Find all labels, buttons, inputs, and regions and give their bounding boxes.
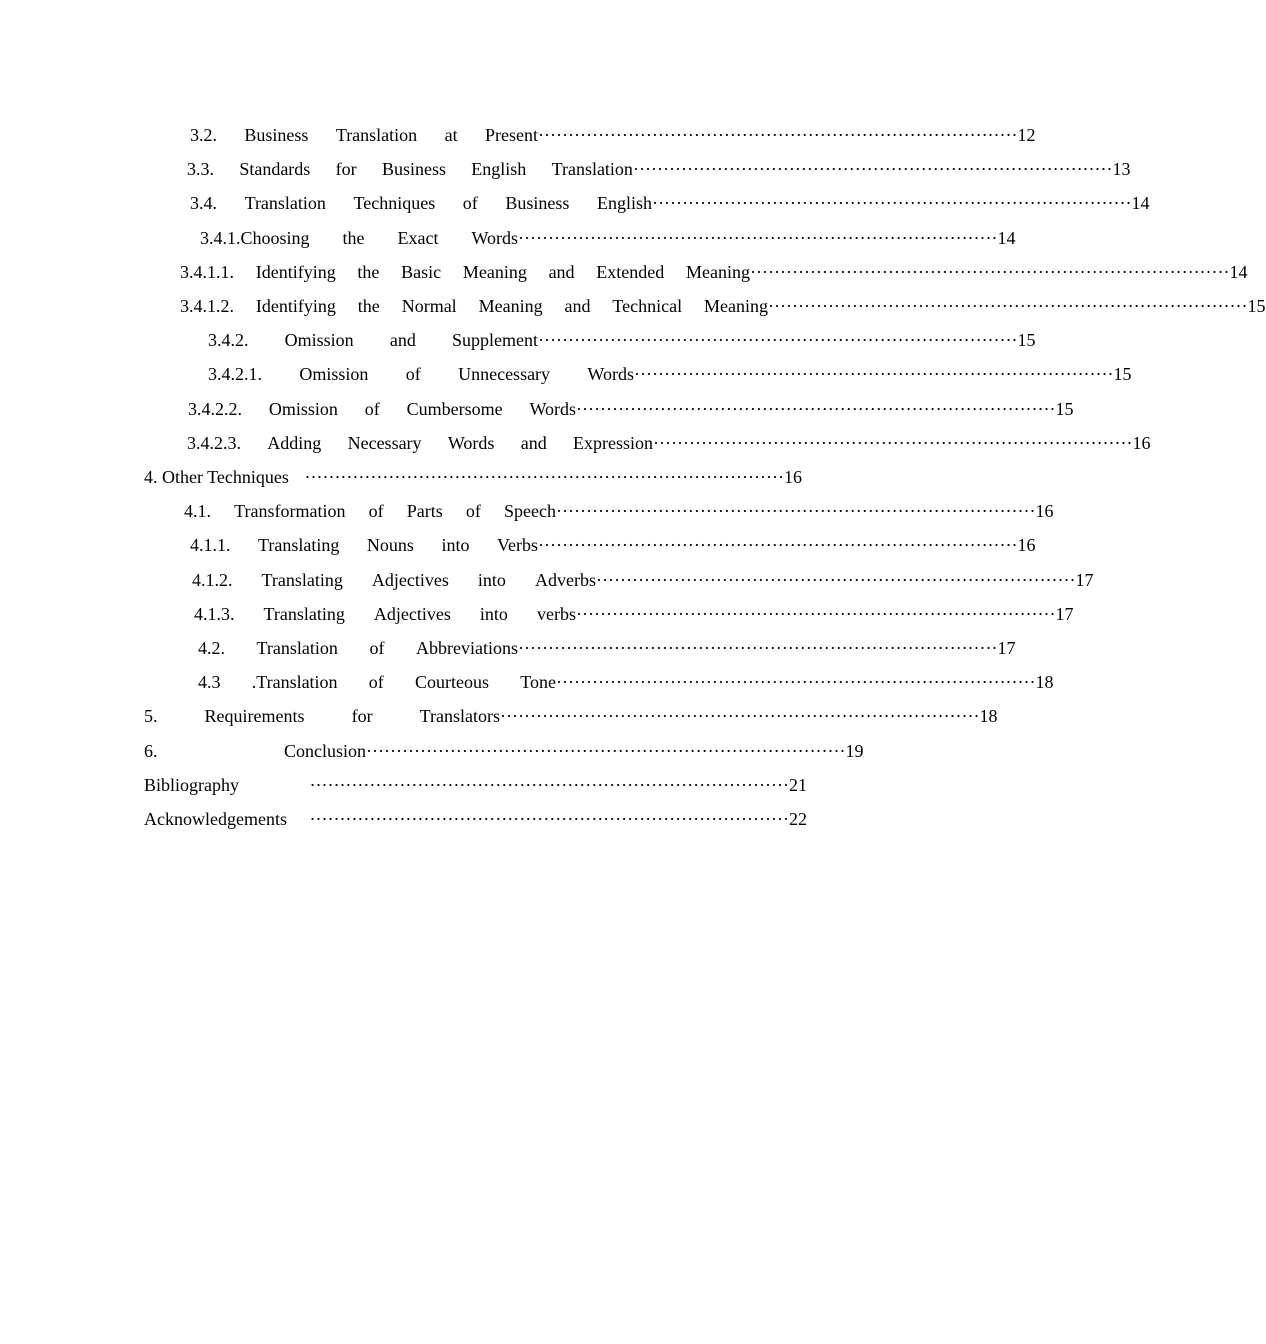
toc-entry-word: Extended	[596, 261, 665, 282]
toc-entry-word: Meaning	[685, 261, 750, 282]
toc-page-number: 16	[1017, 535, 1036, 556]
toc-leader-dots: ················································································	[750, 261, 1230, 282]
toc-entry[interactable]	[198, 665, 1054, 699]
toc-leader-dots: ················································································	[518, 227, 998, 248]
toc-entry[interactable]	[144, 768, 807, 802]
toc-entry-word: Words	[529, 398, 576, 419]
toc-leader-dots: ················································································	[653, 432, 1133, 453]
toc-entry-word: and	[564, 296, 591, 316]
toc-entry-word: 3.3.	[187, 159, 214, 180]
toc-entry-word: Omission	[284, 330, 354, 351]
toc-entry-title	[180, 255, 750, 289]
toc-entry-word: Translation	[244, 193, 326, 214]
toc-entry-word: Transformation	[234, 501, 346, 522]
toc-leader-dots: ················································································	[538, 125, 1018, 145]
toc-page-number: 15	[1247, 296, 1266, 316]
toc-entry-word: 3.2.	[190, 125, 217, 145]
toc-leader-dots: ················································································	[538, 330, 1018, 351]
toc-entry-word: English	[596, 193, 652, 214]
toc-entry-word: Basic	[401, 261, 442, 282]
toc-entry-word: Acknowledgements	[144, 809, 287, 829]
toc-entry-word: Verbs	[497, 535, 538, 556]
toc-page-number: 17	[1055, 603, 1074, 624]
toc-entry-word: Meaning	[462, 261, 527, 282]
toc-entry-word: Requirements	[204, 706, 305, 727]
toc-leader-dots: ················································································	[576, 603, 1056, 624]
toc-leader-dots: ················································································	[634, 364, 1114, 385]
toc-entry-word: Words	[587, 364, 634, 385]
toc-page-number: 14	[997, 227, 1016, 248]
toc-entry-word: 3.4.2.2.	[188, 398, 242, 419]
toc-entry-word: Translators	[419, 706, 500, 727]
toc-entry-word: and	[389, 330, 416, 351]
toc-entry-word: Translation	[551, 159, 633, 180]
toc-entry-word: 4.1.1.	[190, 535, 231, 556]
toc-entry-word: Business	[505, 193, 570, 214]
toc-page-number: 16	[784, 467, 802, 487]
toc-entry[interactable]	[190, 186, 1150, 220]
toc-leader-dots: ················································································	[576, 398, 1056, 419]
toc-entry-word: Words	[471, 227, 518, 248]
toc-entry-word: of	[364, 398, 380, 419]
toc-entry-word: into	[479, 603, 508, 624]
toc-entry-word: Normal	[401, 296, 457, 316]
toc-entry-title	[208, 357, 634, 391]
toc-entry-word: of	[465, 501, 481, 522]
toc-entry-word: Unnecessary	[458, 364, 551, 385]
toc-leader-dots: ················································································	[309, 774, 789, 795]
toc-leader-dots: ················································································	[556, 672, 1036, 693]
toc-page-number: 14	[1229, 261, 1248, 282]
toc-entry-word: Translation	[256, 638, 338, 658]
toc-entry-title	[187, 426, 653, 460]
toc-entry-word: Speech	[503, 501, 556, 522]
toc-entry[interactable]	[187, 152, 1131, 186]
toc-entry[interactable]	[144, 460, 802, 494]
toc-entry-title	[190, 528, 538, 562]
toc-entry-word: Omission	[268, 398, 338, 419]
toc-entry-word: Expression	[573, 432, 653, 453]
toc-entry-word: 5.	[144, 706, 158, 727]
toc-entry-word: Exact	[397, 227, 439, 248]
toc-entry-word: Nouns	[366, 535, 414, 556]
toc-entry-word: the	[357, 261, 380, 282]
toc-entry-title	[198, 665, 556, 699]
toc-entry-title	[187, 152, 633, 186]
toc-entry-title	[192, 563, 596, 597]
toc-entry[interactable]	[190, 528, 1036, 562]
toc-entry-title	[144, 460, 289, 494]
toc-leader-dots: ················································································	[366, 740, 846, 761]
toc-page-number: 16	[1132, 432, 1151, 453]
toc-entry-word: and	[520, 432, 547, 453]
toc-leader-dots: ················································································	[596, 569, 1076, 590]
toc-entry[interactable]	[144, 802, 807, 836]
toc-entry-word: for	[335, 159, 357, 180]
toc-page-number: 22	[789, 809, 807, 829]
toc-page-number: 15	[1113, 364, 1132, 385]
toc-entry[interactable]	[194, 597, 1074, 631]
toc-entry-word: Words	[447, 432, 495, 453]
toc-leader-dots: ················································································	[556, 501, 1036, 522]
toc-entry-word: Conclusion	[283, 740, 366, 761]
toc-entry-word: Standards	[239, 159, 311, 180]
toc-entry-title	[190, 118, 538, 152]
toc-entry[interactable]	[187, 426, 1151, 460]
toc-entry-word: Abbreviations	[415, 638, 518, 658]
toc-entry-word: for	[351, 706, 373, 727]
toc-entry-word: 4.1.2.	[192, 569, 233, 590]
toc-entry-word: the	[342, 227, 365, 248]
toc-entry-word: into	[477, 569, 506, 590]
toc-entry-word: Adverbs	[534, 569, 596, 590]
toc-entry-word: Business	[244, 125, 309, 145]
toc-entry-word: .Translation	[251, 672, 338, 693]
toc-entry[interactable]	[198, 631, 1016, 665]
toc-entry-title	[144, 699, 500, 733]
toc-page-number: 15	[1055, 398, 1074, 419]
toc-entry-word: Omission	[299, 364, 369, 385]
toc-entry-word: 4.1.3.	[194, 603, 235, 624]
toc-entry-word: Tone	[520, 672, 556, 693]
toc-entry-word: verbs	[536, 603, 576, 624]
toc-page-number: 17	[1075, 569, 1094, 590]
toc-entry-word: Present	[484, 125, 538, 145]
toc-entry[interactable]	[180, 289, 1266, 323]
toc-entry-word: 4.3	[198, 672, 221, 693]
toc-entry-word: Translation	[335, 125, 418, 145]
toc-entry-word: 4. Other Techniques	[144, 467, 289, 487]
toc-entry-word: Courteous	[415, 672, 489, 693]
toc-entry[interactable]	[200, 221, 1016, 255]
toc-entry-word: 3.4.2.	[208, 330, 249, 351]
toc-leader-dots: ················································································	[309, 809, 789, 829]
toc-entry-title	[144, 734, 366, 768]
toc-entry-word: 3.4.	[190, 193, 217, 214]
toc-page-number: 14	[1131, 193, 1150, 214]
toc-entry-word: Technical	[612, 296, 683, 316]
toc-entry-title	[208, 323, 538, 357]
toc-entry-word: of	[369, 638, 385, 658]
toc-page-number: 17	[997, 638, 1016, 658]
toc-leader-dots: ················································································	[538, 535, 1018, 556]
toc-entry-word: Adjectives	[371, 569, 449, 590]
toc-entry[interactable]	[192, 563, 1094, 597]
toc-entry-title	[198, 631, 518, 665]
toc-entry-title	[144, 768, 239, 802]
toc-entry-word: the	[357, 296, 380, 316]
toc-entry[interactable]	[208, 323, 1036, 357]
toc-entry-title	[144, 802, 287, 836]
toc-page-number: 18	[979, 706, 998, 727]
toc-entry-word: Bibliography	[144, 774, 239, 795]
toc-entry-word: Adding	[267, 432, 322, 453]
toc-page-number: 15	[1017, 330, 1036, 351]
toc-entry-word: Identifying	[255, 296, 336, 316]
toc-entry-word: 3.4.2.1.	[208, 364, 262, 385]
toc-entry-word: and	[548, 261, 575, 282]
toc-leader-dots: ················································································	[304, 467, 784, 487]
toc-entry-title	[180, 289, 768, 323]
toc-entry-word: 4.2.	[198, 638, 225, 658]
toc-leader-dots: ················································································	[518, 638, 998, 658]
toc-entry-word: Identifying	[255, 261, 336, 282]
toc-entry-title	[190, 186, 652, 220]
toc-entry-word: Translating	[261, 569, 343, 590]
toc-entry-word: 4.1.	[184, 501, 211, 522]
toc-leader-dots: ················································································	[768, 296, 1248, 316]
toc-entry-word: 3.4.1.Choosing	[200, 227, 310, 248]
toc-entry[interactable]	[188, 392, 1074, 426]
toc-entry-word: of	[462, 193, 478, 214]
toc-leader-dots: ················································································	[500, 706, 980, 727]
toc-entry-word: Techniques	[353, 193, 436, 214]
toc-page-number: 16	[1035, 501, 1054, 522]
toc-entry-word: into	[441, 535, 470, 556]
toc-entry[interactable]	[184, 494, 1054, 528]
toc-entry[interactable]	[208, 357, 1132, 391]
toc-entry-title	[188, 392, 576, 426]
toc-entry-word: 3.4.1.2.	[180, 296, 234, 316]
toc-page-number: 21	[789, 774, 807, 795]
toc-entry-word: of	[368, 672, 384, 693]
toc-entry[interactable]	[180, 255, 1248, 289]
toc-page-number: 13	[1112, 159, 1131, 180]
toc-entry-word: Necessary	[347, 432, 422, 453]
toc-entry-word: 3.4.2.3.	[187, 432, 241, 453]
toc-entry[interactable]	[190, 118, 1036, 152]
toc-leader-dots: ················································································	[652, 193, 1132, 214]
toc-entry-word: of	[368, 501, 384, 522]
toc-entry-word: Translating	[258, 535, 340, 556]
toc-entry-title	[194, 597, 576, 631]
toc-entry-title	[184, 494, 556, 528]
toc-entry-word: Parts	[406, 501, 443, 522]
toc-entry-word: Business	[381, 159, 446, 180]
toc-entry-word: 6.	[144, 740, 158, 761]
toc-entry-word: at	[444, 125, 458, 145]
toc-entry-word: of	[405, 364, 421, 385]
toc-page-number: 19	[845, 740, 864, 761]
toc-entry-word: English	[471, 159, 527, 180]
toc-entry-word: Cumbersome	[406, 398, 503, 419]
toc-entry-word: Translating	[263, 603, 345, 624]
toc-entry[interactable]	[144, 734, 864, 768]
toc-entry-word: Adjectives	[373, 603, 451, 624]
toc-entry-word: Meaning	[704, 296, 768, 316]
toc-entry-word: Meaning	[478, 296, 543, 316]
toc-leader-dots: ················································································	[633, 159, 1113, 180]
toc-entry[interactable]	[144, 699, 998, 733]
toc-entry-word: Supplement	[451, 330, 538, 351]
toc-page-number: 18	[1035, 672, 1054, 693]
toc-page-number: 12	[1017, 125, 1036, 145]
toc-entry-word: 3.4.1.1.	[180, 261, 234, 282]
toc-entry-title	[200, 221, 518, 255]
